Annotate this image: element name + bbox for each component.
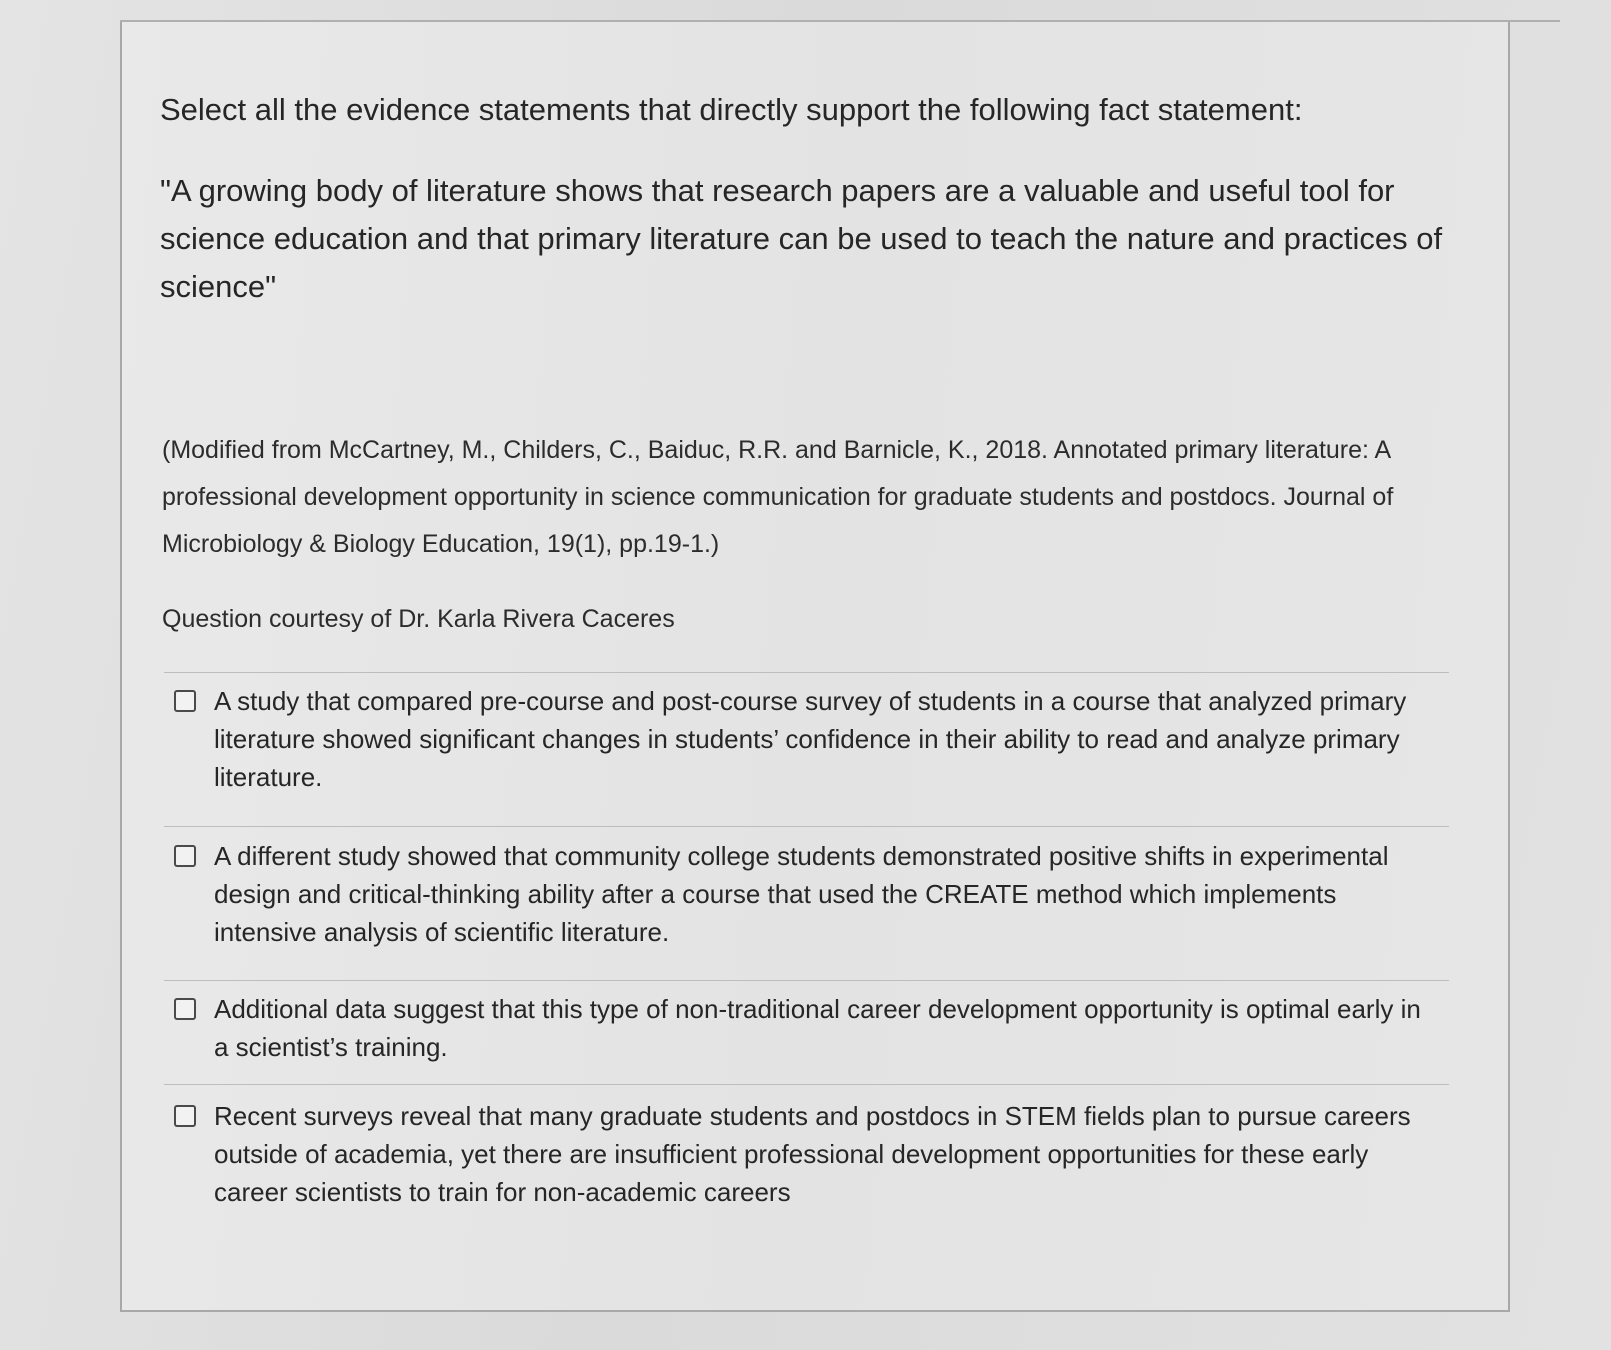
checkbox-option-2[interactable] <box>174 845 196 867</box>
option-divider <box>164 980 1449 981</box>
option-label-1[interactable]: A study that compared pre-course and post-course survey of students in a course that analyzed primary literature showed significant changes in students’ confidence in their ability to read and analyze primary literature. <box>214 686 1407 792</box>
option-label-3[interactable]: Additional data suggest that this type of non-traditional career development opportunity is optimal early in a scientist’s training. <box>214 994 1421 1062</box>
question-prompt: Select all the evidence statements that directly support the following fact statement: <box>160 92 1303 127</box>
options-divider <box>164 672 1449 673</box>
question-courtesy: Question courtesy of Dr. Karla Rivera Caceres <box>162 605 675 633</box>
option-divider <box>164 826 1449 827</box>
option-label-4[interactable]: Recent surveys reveal that many graduate students and postdocs in STEM fields plan to pursue careers outside of academia, yet there are insufficient professional development opportunities for these early career scientists to train for non-academic careers <box>214 1101 1411 1207</box>
checkbox-option-3[interactable] <box>174 998 196 1020</box>
option-divider <box>164 1084 1449 1085</box>
checkbox-option-4[interactable] <box>174 1105 196 1127</box>
question-card <box>120 22 1510 1312</box>
fact-statement: "A growing body of literature shows that research papers are a valuable and useful tool for science education and that primary literature can be used to teach the nature and practices of science" <box>160 173 1443 304</box>
citation: (Modified from McCartney, M., Childers, C., Baiduc, R.R. and Barnicle, K., 2018. Annotated primary literature: A professional development opportunity in science communication for graduate students and postdocs. Journal of Microbiology & Biology Education, 19(1), pp.19-1.) <box>162 436 1394 558</box>
checkbox-option-1[interactable] <box>174 690 196 712</box>
option-label-2[interactable]: A different study showed that community college students demonstrated positive shifts in experimental design and critical-thinking ability after a course that used the CREATE method which implements intensive analysis of scientific literature. <box>214 841 1389 947</box>
